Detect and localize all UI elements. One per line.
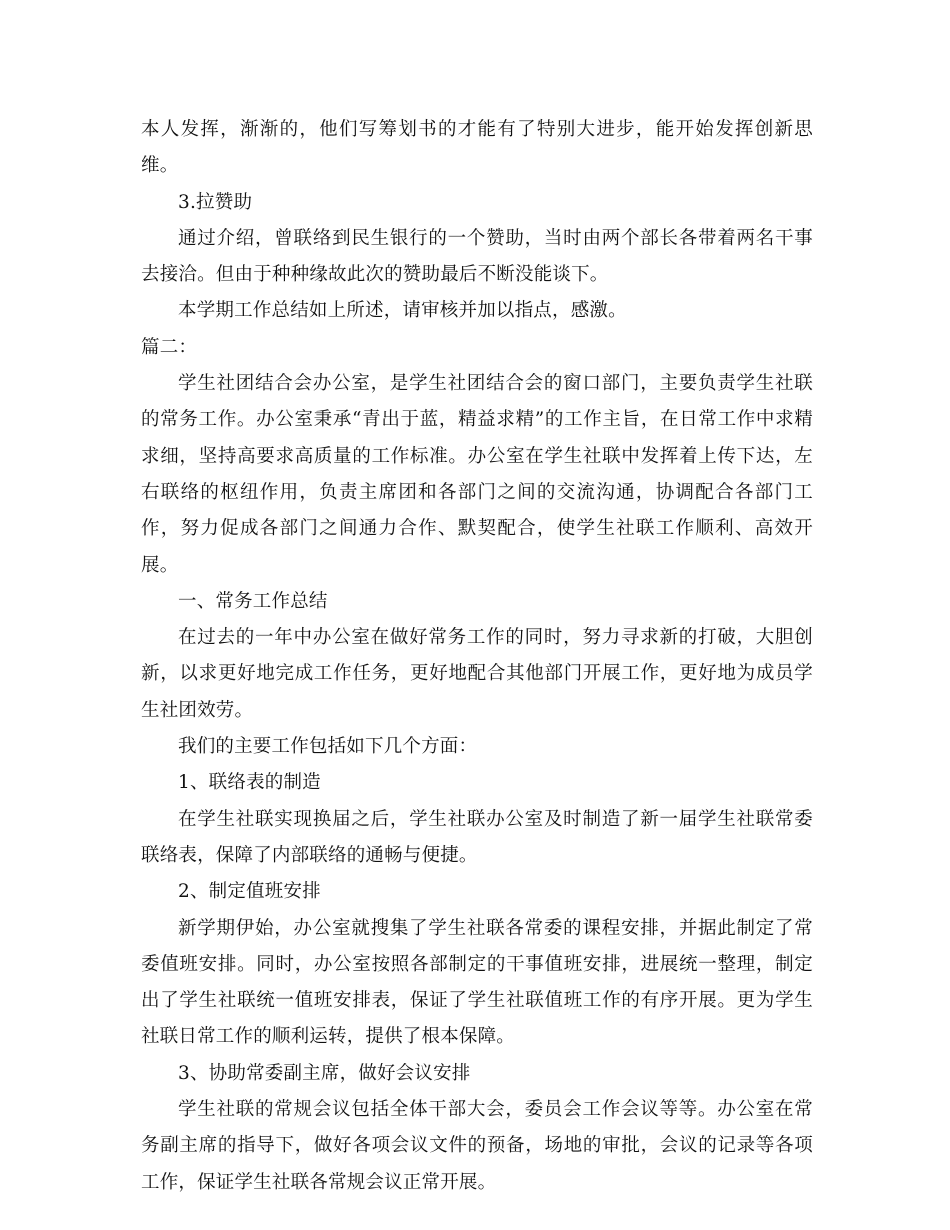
paragraph-11: 在学生社联实现换届之后，学生社联办公室及时制造了新一届学生社联常委联络表，保障了内部联络的通畅与便捷。 bbox=[141, 808, 813, 866]
paragraph-1: 本人发挥，渐渐的，他们写筹划书的才能有了特别大进步，能开始发挥创新思维。 bbox=[141, 119, 813, 177]
subheading-3: 3、协助常委副主席，做好会议安排 bbox=[178, 1062, 471, 1084]
subheading-1: 1、联络表的制造 bbox=[178, 772, 321, 794]
document-body bbox=[141, 112, 813, 1201]
section-heading-1: 一、常务工作总结 bbox=[178, 590, 328, 612]
section-label-part-two: 篇二： bbox=[141, 336, 198, 358]
paragraph-6: 学生社团结合会办公室，是学生社团结合会的窗口部门，主要负责学生社联的常务工作。办公室秉承“青出于蓝，精益求精”的工作主旨，在日常工作中求精求细，坚持高要求高质量的工作标准。办公室在学生社联中发挥着上传下达，左右联络的枢纽作用，负责主席团和各部门之间的交流沟通，协调配合各部门工作，努力促成各部门之间通力合作、默契配合，使学生社联工作顺利、高效开展。 bbox=[141, 373, 813, 576]
paragraph-8: 在过去的一年中办公室在做好常务工作的同时，努力寻求新的打破，大胆创新，以求更好地完成工作任务，更好地配合其他部门开展工作，更好地为成员学生社团效劳。 bbox=[141, 627, 813, 721]
paragraph-15: 学生社联的常规会议包括全体干部大会，委员会工作会议等等。办公室在常务副主席的指导下，做好各项会议文件的预备，场地的审批，会议的记录等各项工作，保证学生社联各常规会议正常开展。 bbox=[141, 1099, 813, 1193]
paragraph-3: 通过介绍，曾联络到民生银行的一个赞助，当时由两个部长各带着两名干事去接洽。但由于种种缘故此次的赞助最后不断没能谈下。 bbox=[141, 227, 813, 286]
paragraph-13: 新学期伊始，办公室就搜集了学生社联各常委的课程安排，并据此制定了常委值班安排。同时，办公室按照各部制定的干事值班安排，进展统一整理，制定出了学生社联统一值班安排表，保证了学生社联值班工作的有序开展。更为学生社联日常工作的顺利运转，提供了根本保障。 bbox=[141, 917, 813, 1048]
paragraph-4: 本学期工作总结如上所述，请审核并加以指点，感激。 bbox=[178, 300, 627, 322]
subheading-2: 2、制定值班安排 bbox=[178, 881, 321, 903]
paragraph-9: 我们的主要工作包括如下几个方面： bbox=[178, 736, 478, 758]
paragraph-2-heading: 3.拉赞助 bbox=[178, 191, 253, 213]
